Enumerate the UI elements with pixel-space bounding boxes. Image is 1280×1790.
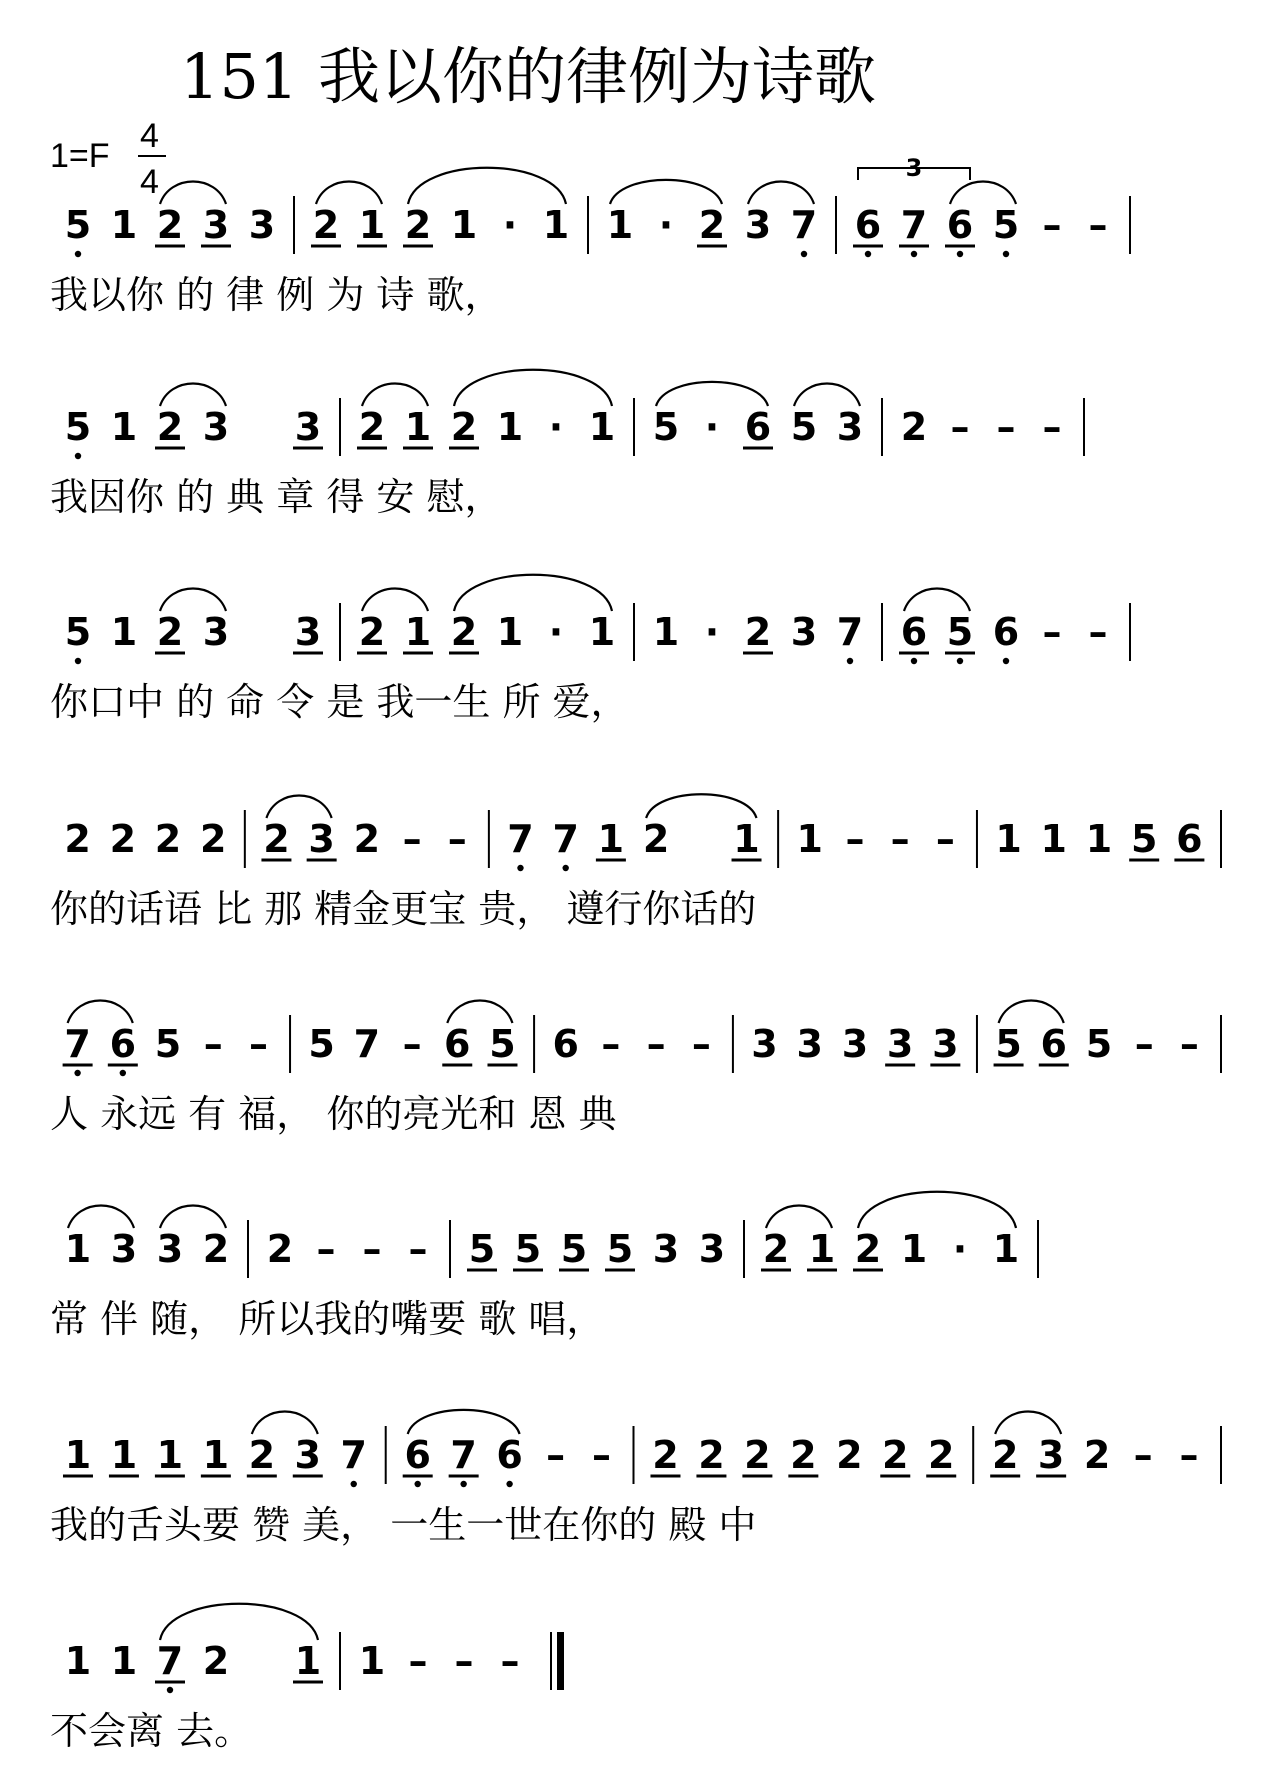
- measure: [65, 589, 323, 665]
- slur: [68, 1001, 133, 1024]
- system-6: [50, 1192, 1038, 1341]
- note: 1: [110, 610, 138, 654]
- lower-octave-dot: [911, 658, 917, 664]
- note: 2: [698, 203, 726, 247]
- note: 5: [308, 1022, 335, 1066]
- note: 5: [64, 405, 92, 449]
- note: 2: [1083, 1433, 1111, 1477]
- measure: [552, 1022, 710, 1066]
- dot-extension: ·: [704, 610, 720, 654]
- slur: [904, 589, 970, 612]
- system-4: [50, 794, 1221, 931]
- lyric-line: 人 永远 有 福， 你的亮光和 恩 典: [50, 1092, 617, 1136]
- note: 1: [496, 405, 524, 449]
- measure: [650, 1433, 956, 1477]
- note: 2: [353, 817, 381, 861]
- note: 7: [790, 203, 818, 247]
- measure: [261, 796, 466, 862]
- dot-extension: ·: [548, 610, 564, 654]
- measure: [311, 168, 569, 247]
- dash-extension: –: [845, 817, 865, 861]
- measure: [65, 1206, 229, 1272]
- note: 7: [64, 1022, 91, 1066]
- measure: [65, 1604, 323, 1693]
- slur: [160, 1604, 318, 1640]
- note: 1: [542, 203, 570, 247]
- measure: [357, 575, 615, 654]
- note: 3: [308, 817, 335, 861]
- system-1: [50, 154, 1130, 317]
- slur: [995, 1412, 1061, 1435]
- note: 3: [841, 1022, 869, 1066]
- note: 6: [992, 610, 1020, 654]
- note: 3: [698, 1227, 726, 1271]
- note: 1: [202, 1433, 230, 1477]
- note: 5: [64, 203, 92, 247]
- note: 5: [995, 1022, 1022, 1066]
- note: 2: [156, 610, 184, 654]
- slur: [160, 589, 226, 612]
- slur: [656, 382, 768, 406]
- note: 5: [1085, 1022, 1113, 1066]
- lyric-line: 我以你 的 律 例 为 诗 歌，: [50, 273, 503, 317]
- note: 5: [154, 1022, 182, 1066]
- dash-extension: –: [454, 1639, 474, 1683]
- note: 6: [552, 1022, 579, 1066]
- measure: [653, 382, 863, 449]
- note: 3: [202, 203, 230, 247]
- note: 3: [744, 203, 772, 247]
- lower-octave-dot: [75, 453, 81, 459]
- lyric-line: 你的话语 比 那 精金更宝 贵， 遵行你话的: [50, 887, 757, 931]
- dash-extension: –: [408, 1639, 428, 1683]
- system-5: [50, 1001, 1221, 1137]
- measure: [267, 1227, 428, 1271]
- key-signature: 1=F: [50, 137, 110, 175]
- lower-octave-dot: [120, 1070, 126, 1076]
- lower-octave-dot: [1003, 658, 1009, 664]
- system-3: [50, 575, 1130, 724]
- note: 3: [294, 1433, 321, 1477]
- note: 2: [991, 1433, 1019, 1477]
- note: 2: [156, 203, 184, 247]
- note: 1: [110, 203, 138, 247]
- music-systems: [50, 154, 1221, 1753]
- note: 5: [64, 610, 92, 654]
- note: 2: [263, 817, 290, 861]
- lower-octave-dot: [957, 658, 963, 664]
- note: 7: [156, 1639, 184, 1683]
- dot-extension: ·: [548, 405, 564, 449]
- note: 2: [404, 203, 432, 247]
- system-8: [50, 1604, 564, 1753]
- dash-extension: –: [1042, 203, 1062, 247]
- note: 5: [514, 1227, 542, 1271]
- note: 6: [946, 203, 974, 247]
- note: 5: [1130, 817, 1158, 861]
- note: 2: [836, 1433, 863, 1477]
- note: 1: [1040, 817, 1067, 861]
- note: 2: [882, 1433, 909, 1477]
- note: 6: [744, 405, 772, 449]
- note: 3: [652, 1227, 680, 1271]
- note: 3: [1037, 1433, 1065, 1477]
- note: 1: [588, 610, 616, 654]
- note: 5: [946, 610, 974, 654]
- slur: [748, 182, 814, 205]
- note: 3: [751, 1022, 778, 1066]
- lower-octave-dot: [865, 251, 871, 257]
- measure: [65, 182, 275, 258]
- note: 2: [642, 817, 670, 861]
- note: 6: [109, 1022, 137, 1066]
- lower-octave-dot: [167, 1687, 173, 1693]
- measure: [467, 1227, 725, 1271]
- note: 5: [992, 203, 1020, 247]
- note: 1: [110, 405, 138, 449]
- note: 2: [450, 610, 478, 654]
- note: 2: [744, 1433, 771, 1477]
- slur: [794, 384, 860, 407]
- measure: [653, 610, 863, 664]
- slur: [160, 384, 226, 407]
- note: 5: [652, 405, 680, 449]
- dash-extension: –: [1088, 203, 1108, 247]
- note: 7: [836, 610, 864, 654]
- note: 2: [266, 1227, 294, 1271]
- dash-extension: –: [248, 1022, 268, 1066]
- dash-extension: –: [1179, 1433, 1199, 1477]
- note: 6: [496, 1433, 523, 1477]
- note: 1: [606, 203, 634, 247]
- slur: [766, 1206, 832, 1229]
- note: 1: [796, 817, 823, 861]
- measure: [63, 1001, 268, 1077]
- lyric-line: 常 伴 随， 所以我的嘴要 歌 唱，: [50, 1297, 605, 1341]
- slur: [408, 1410, 520, 1434]
- note: 1: [294, 1639, 322, 1683]
- note: 6: [404, 1433, 431, 1477]
- note: 2: [854, 1227, 882, 1271]
- lower-octave-dot: [1003, 251, 1009, 257]
- measure: [357, 370, 615, 449]
- note: 1: [64, 1639, 92, 1683]
- time-signature-bottom: 4: [140, 163, 159, 201]
- note: 7: [353, 1022, 381, 1066]
- note: 5: [790, 405, 818, 449]
- dot-extension: ·: [704, 405, 720, 449]
- note: 2: [248, 1433, 276, 1477]
- slur: [266, 796, 331, 819]
- note: 1: [900, 1227, 928, 1271]
- slur: [362, 589, 428, 612]
- note: 1: [588, 405, 616, 449]
- dash-extension: –: [546, 1433, 566, 1477]
- note: 2: [790, 1433, 817, 1477]
- dot-extension: ·: [502, 203, 518, 247]
- lower-octave-dot: [75, 658, 81, 664]
- lyric-line: 我因你 的 典 章 得 安 慰，: [50, 475, 503, 519]
- note: 5: [560, 1227, 588, 1271]
- lower-octave-dot: [414, 1481, 420, 1487]
- slur: [950, 182, 1016, 205]
- note: 1: [450, 203, 478, 247]
- note: 1: [110, 1433, 138, 1477]
- note: 1: [597, 817, 625, 861]
- lower-octave-dot: [517, 865, 523, 871]
- note: 7: [340, 1433, 367, 1477]
- lyric-line: 不会离 去。: [50, 1709, 253, 1753]
- note: 6: [1040, 1022, 1067, 1066]
- note: 7: [552, 817, 579, 861]
- measure: [65, 384, 323, 460]
- lower-octave-dot: [957, 251, 963, 257]
- note: 2: [109, 817, 137, 861]
- note: 1: [404, 405, 432, 449]
- time-signature-top: 4: [140, 117, 159, 155]
- slur: [858, 1192, 1016, 1228]
- dash-extension: –: [362, 1227, 382, 1271]
- dash-extension: –: [1179, 1022, 1199, 1066]
- note: 3: [156, 1227, 184, 1271]
- lyric-line: 你口中 的 命 令 是 我一生 所 爱，: [50, 680, 629, 724]
- note: 6: [900, 610, 928, 654]
- measure: [751, 1022, 960, 1066]
- note: 2: [156, 405, 184, 449]
- note: 3: [796, 1022, 823, 1066]
- note: 1: [1085, 817, 1113, 861]
- note: 3: [790, 610, 818, 654]
- note: 2: [64, 817, 91, 861]
- measure: [995, 817, 1204, 861]
- triplet-number: 3: [905, 154, 923, 182]
- note: 2: [450, 405, 478, 449]
- measure: [761, 1192, 1019, 1271]
- dash-extension: –: [402, 817, 422, 861]
- measure: [899, 589, 1108, 665]
- slur: [408, 168, 566, 204]
- note: 2: [358, 405, 386, 449]
- note: 2: [698, 1433, 725, 1477]
- note: 3: [248, 203, 276, 247]
- note: 1: [995, 817, 1022, 861]
- slur: [68, 1206, 134, 1229]
- dash-extension: –: [500, 1639, 520, 1683]
- note: 7: [507, 817, 534, 861]
- note: 3: [202, 405, 230, 449]
- dash-extension: –: [646, 1022, 666, 1066]
- dash-extension: –: [1134, 1022, 1154, 1066]
- measure: [901, 405, 1062, 449]
- slur: [454, 575, 612, 611]
- slur: [160, 1206, 226, 1229]
- note: 1: [733, 817, 760, 861]
- note: 7: [450, 1433, 477, 1477]
- dash-extension: –: [996, 405, 1016, 449]
- lower-octave-dot: [562, 865, 568, 871]
- dash-extension: –: [1042, 405, 1062, 449]
- note: 1: [992, 1227, 1020, 1271]
- note: 6: [854, 203, 882, 247]
- note: 5: [489, 1022, 516, 1066]
- measure: [507, 794, 761, 871]
- note: 2: [154, 817, 182, 861]
- measure: [308, 1001, 517, 1067]
- slur: [316, 182, 382, 205]
- lower-octave-dot: [847, 658, 853, 664]
- measure: [797, 817, 955, 861]
- note: 2: [202, 1639, 230, 1683]
- note: 3: [886, 1022, 914, 1066]
- measure: [64, 817, 226, 861]
- note: 6: [444, 1022, 471, 1066]
- note: 2: [358, 610, 386, 654]
- slur: [447, 1001, 512, 1024]
- slur: [610, 180, 722, 204]
- dash-extension: –: [316, 1227, 336, 1271]
- lower-octave-dot: [74, 1070, 80, 1076]
- note: 1: [496, 610, 524, 654]
- note: 1: [110, 1639, 138, 1683]
- note: 3: [294, 405, 322, 449]
- note: 2: [312, 203, 340, 247]
- measure: [607, 180, 817, 257]
- measure: [359, 1639, 520, 1683]
- note: 3: [836, 405, 864, 449]
- slur: [362, 384, 428, 407]
- measure: [63, 1412, 367, 1488]
- note: 7: [900, 203, 928, 247]
- slur: [454, 370, 612, 406]
- dot-extension: ·: [952, 1227, 968, 1271]
- dash-extension: –: [691, 1022, 711, 1066]
- measure: [853, 154, 1108, 257]
- dot-extension: ·: [658, 203, 674, 247]
- lower-octave-dot: [506, 1481, 512, 1487]
- lyric-line: 我的舌头要 赞 美， 一生一世在你的 殿 中: [50, 1503, 757, 1547]
- note: 2: [744, 610, 772, 654]
- measure: [994, 1001, 1199, 1067]
- note: 1: [808, 1227, 836, 1271]
- note: 1: [358, 203, 386, 247]
- note: 2: [200, 817, 227, 861]
- measure: [403, 1410, 611, 1487]
- final-barline-thick: [557, 1632, 564, 1690]
- note: 3: [294, 610, 322, 654]
- dash-extension: –: [890, 817, 910, 861]
- dash-extension: –: [950, 405, 970, 449]
- song-title: 151 我以你的律例为诗歌: [180, 40, 877, 113]
- note: 2: [762, 1227, 790, 1271]
- note: 5: [468, 1227, 496, 1271]
- note: 3: [110, 1227, 138, 1271]
- slur: [999, 1001, 1064, 1024]
- dash-extension: –: [1088, 610, 1108, 654]
- slur: [160, 182, 226, 205]
- note: 2: [900, 405, 928, 449]
- measure: [990, 1412, 1198, 1478]
- slur: [646, 794, 756, 818]
- dash-extension: –: [1133, 1433, 1153, 1477]
- lower-octave-dot: [801, 251, 807, 257]
- dash-extension: –: [203, 1022, 223, 1066]
- note: 1: [64, 1227, 92, 1271]
- note: 3: [202, 610, 230, 654]
- lower-octave-dot: [911, 251, 917, 257]
- dash-extension: –: [408, 1227, 428, 1271]
- lower-octave-dot: [351, 1481, 357, 1487]
- dash-extension: –: [601, 1022, 621, 1066]
- note: 1: [652, 610, 680, 654]
- note: 2: [652, 1433, 679, 1477]
- lower-octave-dot: [460, 1481, 466, 1487]
- note: 1: [156, 1433, 184, 1477]
- note: 3: [932, 1022, 959, 1066]
- note: 5: [606, 1227, 634, 1271]
- lower-octave-dot: [75, 251, 81, 257]
- note: 1: [358, 1639, 386, 1683]
- note: 2: [202, 1227, 230, 1271]
- system-2: [50, 370, 1084, 519]
- slur: [252, 1412, 318, 1435]
- dash-extension: –: [592, 1433, 612, 1477]
- system-7: [50, 1410, 1221, 1547]
- dash-extension: –: [1042, 610, 1062, 654]
- dash-extension: –: [935, 817, 955, 861]
- note: 2: [928, 1433, 955, 1477]
- note: 1: [404, 610, 432, 654]
- dash-extension: –: [402, 1022, 422, 1066]
- note: 1: [64, 1433, 92, 1477]
- note: 6: [1176, 817, 1203, 861]
- dash-extension: –: [447, 817, 467, 861]
